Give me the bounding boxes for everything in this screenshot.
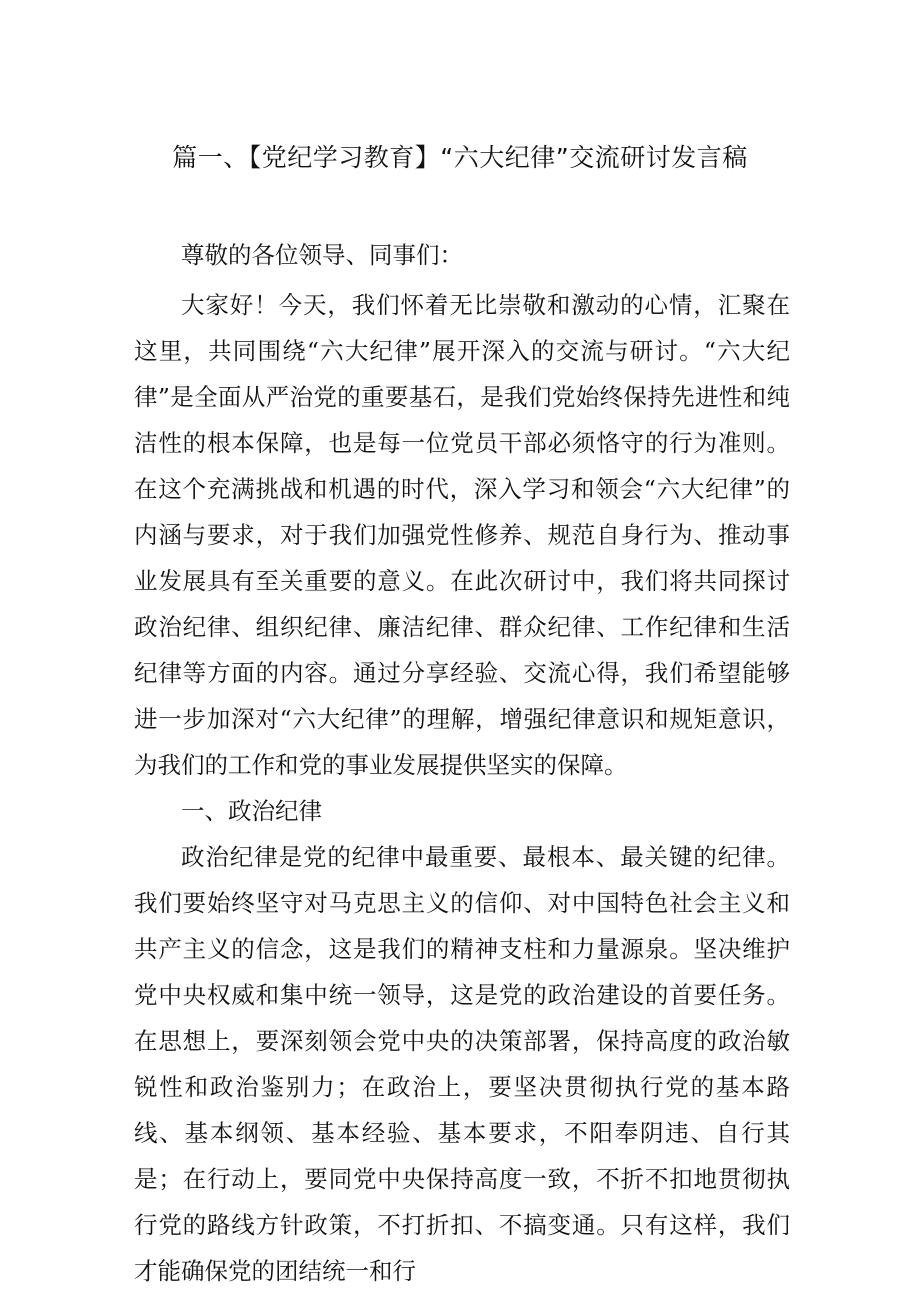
section-heading-political-discipline: 一、政治纪律 bbox=[181, 797, 322, 825]
salutation: 尊敬的各位领导、同事们： bbox=[181, 241, 463, 269]
intro-paragraph: 大家好！今天，我们怀着无比崇敬和激动的心情，汇聚在这里，共同围绕“六大纪律”展开深入的交流与研讨。“六大纪律”是全面从严治党的重要基石，是我们党始终保持先进性和纯洁性的根本保障，也是每一位党员干部必须恪守的行为准则。在这个充满挑战和机遇的时代，深入学习和领会“六大纪律”的内涵与要求，对于我们加强党性修养、规范自身行为、推动事业发展具有至关重要的意义。在此次研讨中，我们将共同探讨政治纪律、组织纪律、廉洁纪律、群众纪律、工作纪律和生活纪律等方面的内容。通过分享经验、交流心得，我们希望能够进一步加深对“六大纪律”的理解，增强纪律意识和规矩意识，为我们的工作和党的事业发展提供坚实的保障。 bbox=[134, 291, 790, 779]
document-title: 篇一、【党纪学习教育】“六大纪律”交流研讨发言稿 bbox=[172, 143, 748, 172]
section-paragraph-political-discipline: 政治纪律是党的纪律中最重要、最根本、最关键的纪律。我们要始终坚守对马克思主义的信仰、对中国特色社会主义和共产主义的信念，这是我们的精神支柱和力量源泉。坚决维护党中央权威和集中统一领导，这是党的政治建设的首要任务。在思想上，要深刻领会党中央的决策部署，保持高度的政治敏锐性和政治鉴别力；在政治上，要坚决贯彻执行党的基本路线、基本纲领、基本经验、基本要求，不阳奉阴违、自行其是；在行动上，要同党中央保持高度一致，不折不扣地贯彻执行党的路线方针政策，不打折扣、不搞变通。只有这样，我们才能确保党的团结统一和行 bbox=[134, 843, 790, 1285]
document-body bbox=[134, 232, 790, 1294]
